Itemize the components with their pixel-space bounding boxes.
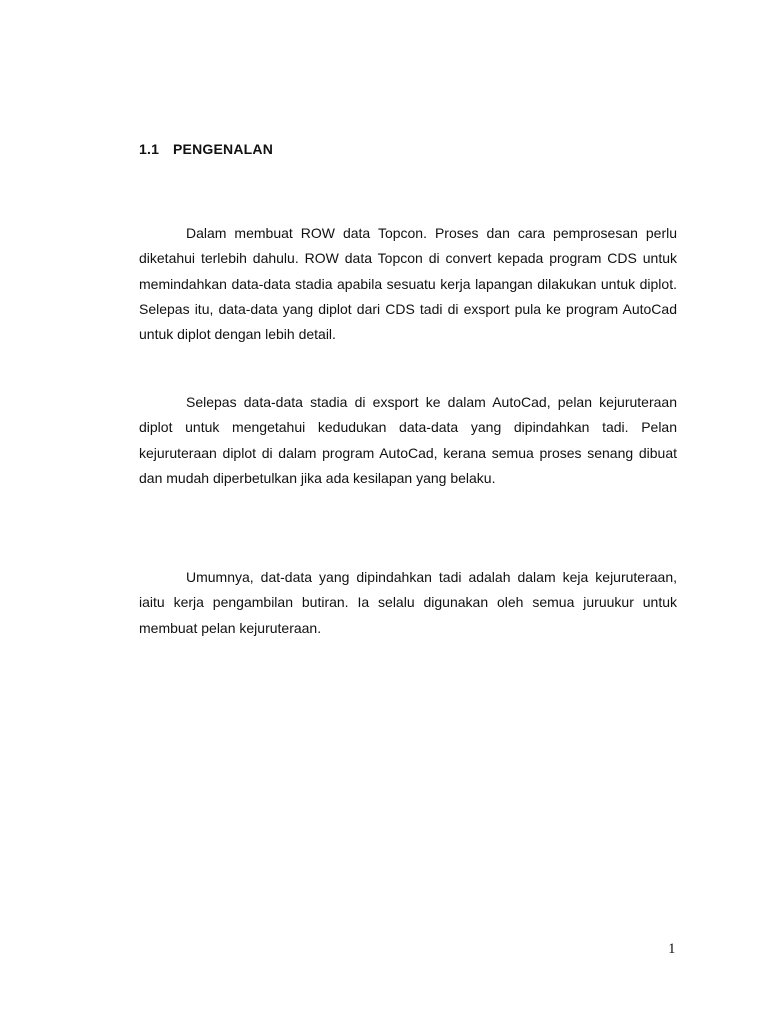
section-heading: [139, 141, 273, 157]
section-title: PENGENALAN: [173, 141, 274, 157]
paragraph-3: Umumnya, dat-data yang dipindahkan tadi adalah dalam keja kejuruteraan, iaitu kerja pengambilan butiran. Ia selalu digunakan oleh semua juruukur untuk membuat pelan kejuruteraan.: [139, 569, 677, 636]
page-number: 1: [668, 941, 676, 957]
section-number: 1.1: [139, 141, 160, 157]
paragraph-2: Selepas data-data stadia di exsport ke dalam AutoCad, pelan kejuruteraan diplot untuk mengetahui kedudukan data-data yang dipindahkan tadi. Pelan kejuruteraan diplot di dalam program AutoCad, kerana semua proses senang dibuat dan mudah diperbetulkan jika ada kesilapan yang belaku.: [139, 394, 677, 486]
paragraph-1: Dalam membuat ROW data Topcon. Proses dan cara pemprosesan perlu diketahui terlebih dahulu. ROW data Topcon di convert kepada program CDS untuk memindahkan data-data stadia apabila sesuatu kerja lapangan dilakukan untuk diplot. Selepas itu, data-data yang diplot dari CDS tadi di exsport pula ke program AutoCad untuk diplot dengan lebih detail.: [139, 225, 677, 343]
